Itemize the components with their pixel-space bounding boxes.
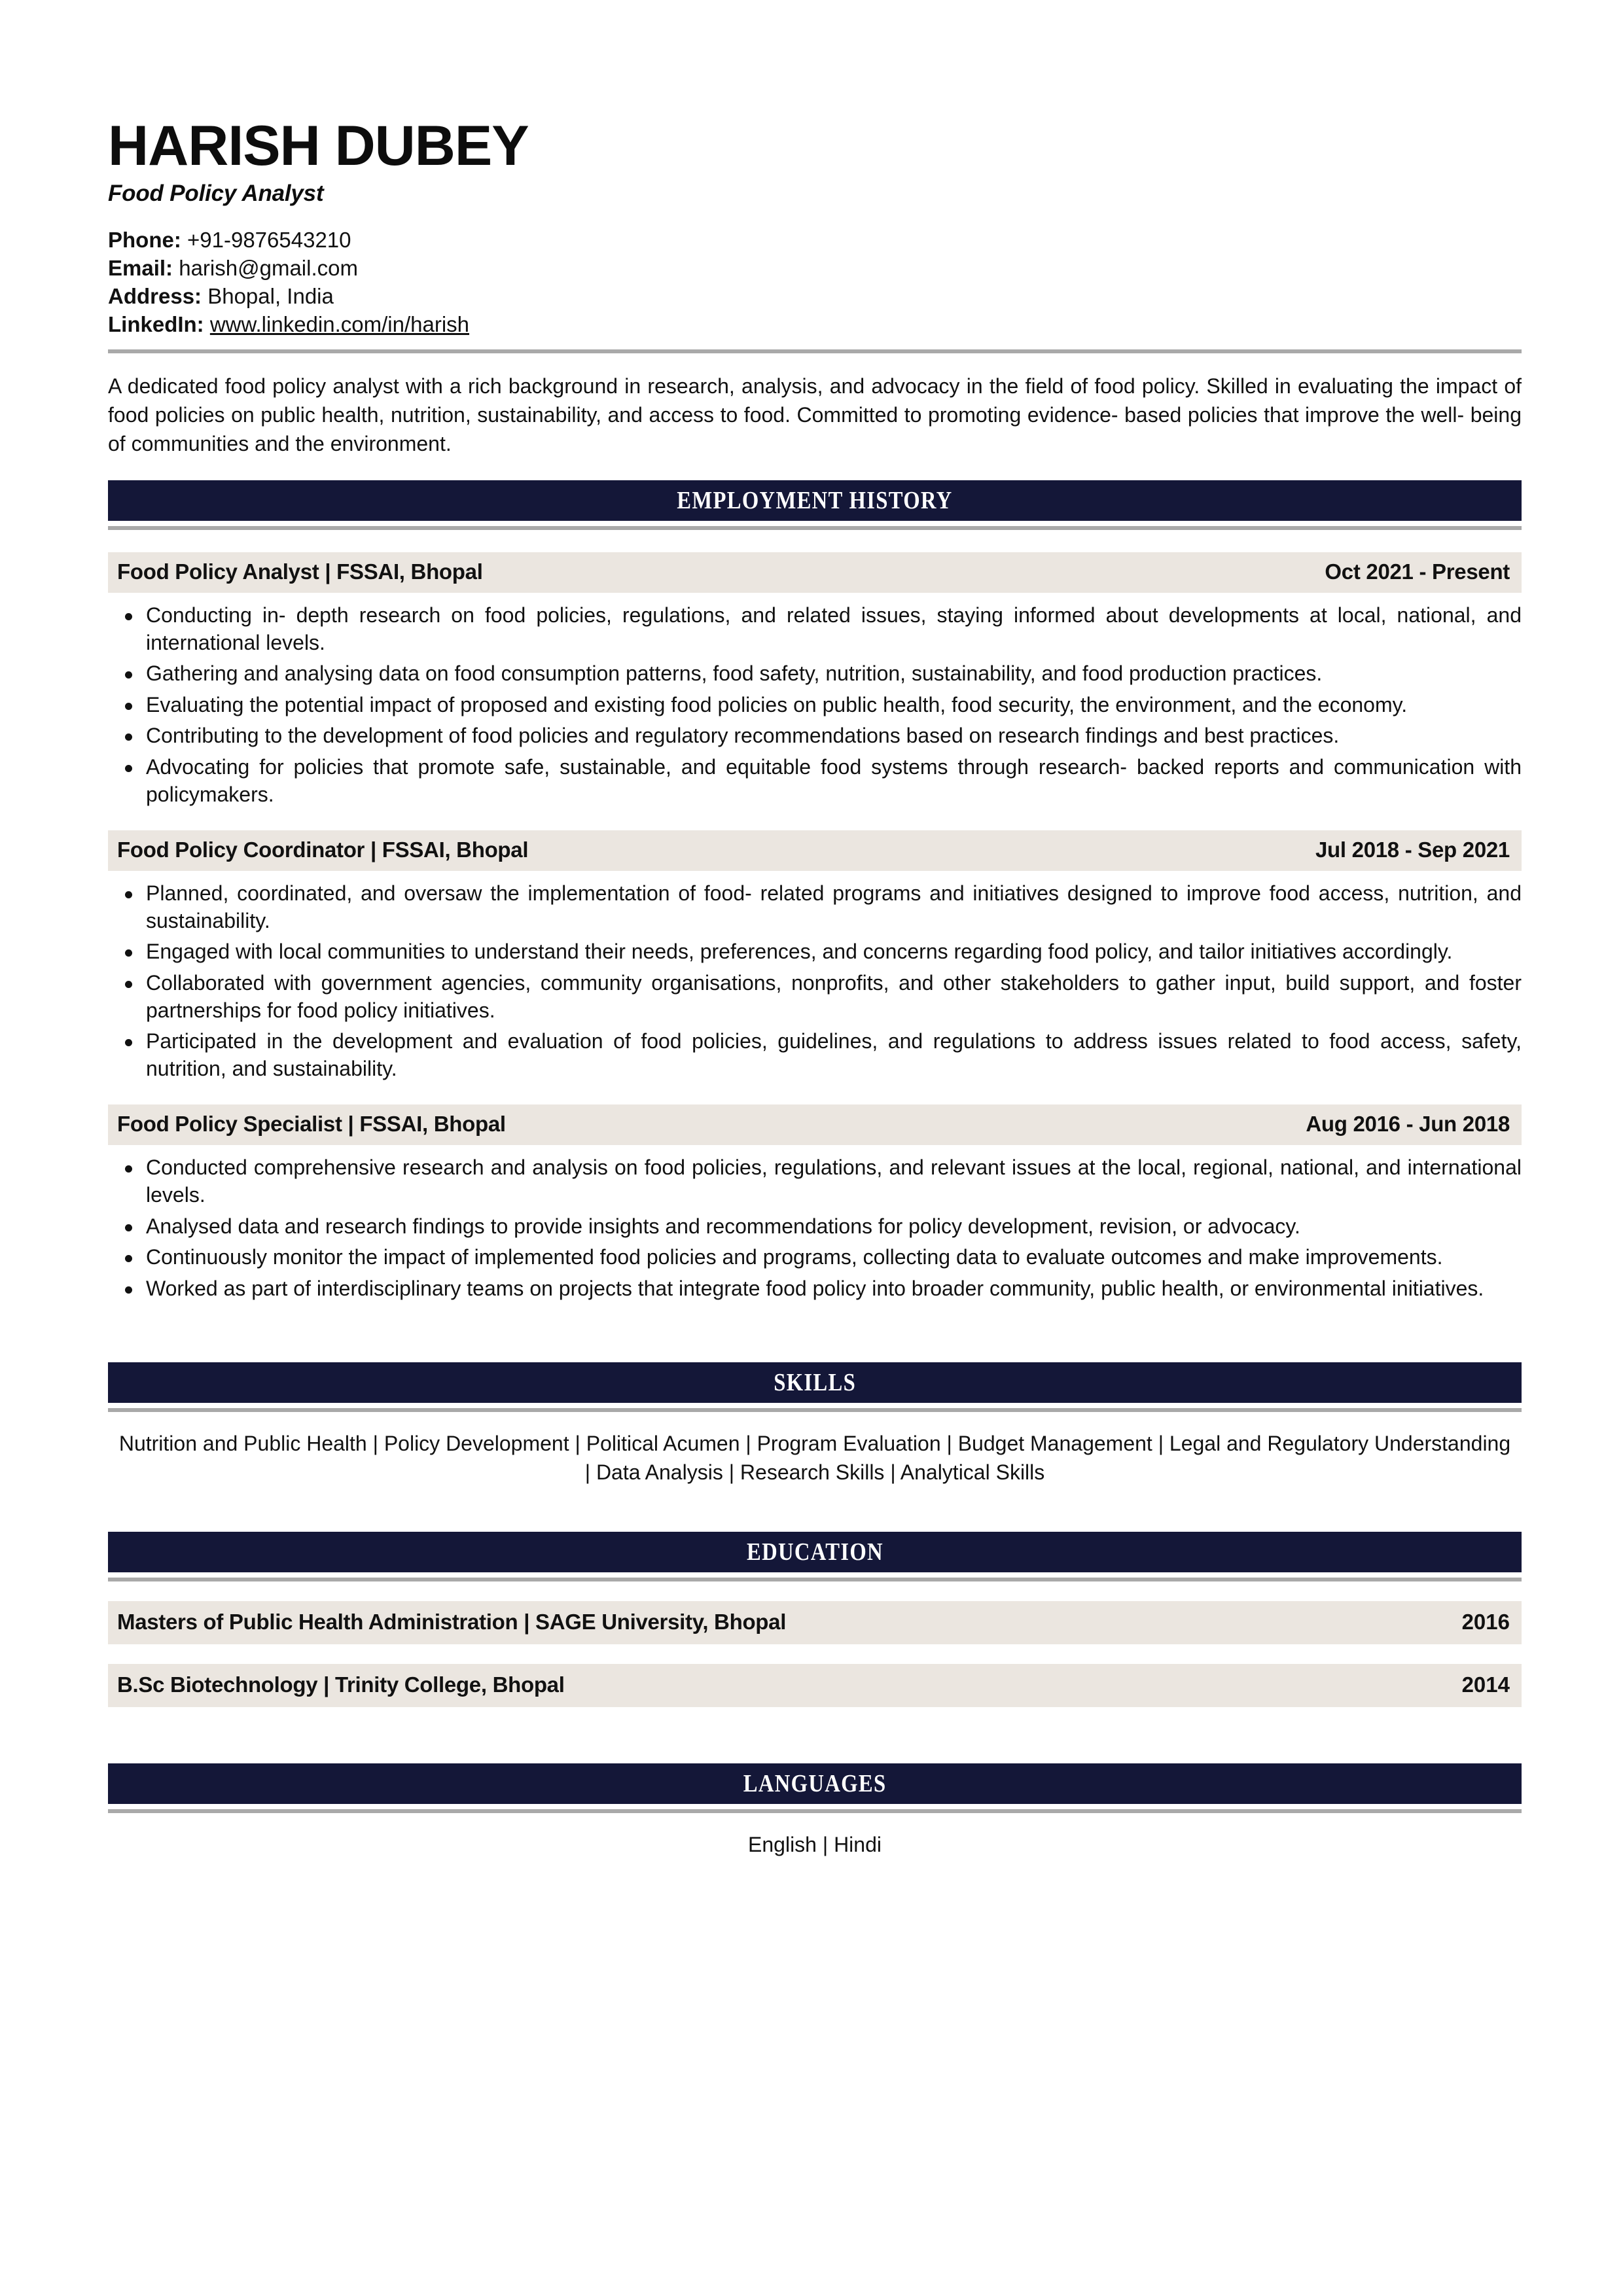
education-degree: Masters of Public Health Administration | SAGE University, Bhopal <box>117 1609 787 1634</box>
spacer <box>108 1487 1522 1510</box>
section-skills <box>108 1362 1522 1412</box>
section-banner-employment <box>108 480 1522 521</box>
spacer <box>108 1306 1522 1340</box>
section-title-employment: EMPLOYMENT HISTORY <box>677 487 953 515</box>
contact-phone <box>108 226 1522 255</box>
contact-phone-label: Phone: <box>108 228 181 252</box>
section-title-languages: LANGUAGES <box>743 1769 887 1797</box>
job-role: Food Policy Coordinator | FSSAI, Bhopal <box>117 838 529 862</box>
job-entry <box>108 1104 1522 1302</box>
education-degree: B.Sc Biotechnology | Trinity College, Bhopal <box>117 1672 565 1697</box>
contact-address <box>108 283 1522 311</box>
section-title-skills: SKILLS <box>774 1369 856 1397</box>
job-dates: Oct 2021 - Present <box>1325 559 1510 584</box>
education-row <box>108 1601 1522 1644</box>
contact-linkedin <box>108 311 1522 339</box>
job-bullet: Conducted comprehensive research and analysis on food policies, regulations, and relevant issues at the local, regional, national, and international levels. <box>108 1154 1522 1209</box>
job-bullet: Analysed data and research findings to provide insights and recommendations for policy development, revision, or advocacy. <box>108 1213 1522 1241</box>
section-underline-languages <box>108 1809 1522 1813</box>
job-bullets <box>108 880 1522 1082</box>
section-underline-employment <box>108 526 1522 530</box>
job-header <box>108 552 1522 593</box>
job-header <box>108 1104 1522 1145</box>
section-education <box>108 1532 1522 1581</box>
job-header <box>108 830 1522 871</box>
education-year: 2016 <box>1461 1609 1510 1634</box>
job-bullets <box>108 1154 1522 1302</box>
job-bullet: Contributing to the development of food policies and regulatory recommendations based on research findings and best practices. <box>108 722 1522 750</box>
job-role: Food Policy Analyst | FSSAI, Bhopal <box>117 559 483 584</box>
contact-address-label: Address: <box>108 283 202 308</box>
contact-block <box>108 226 1522 339</box>
job-bullet: Worked as part of interdisciplinary teams on projects that integrate food policy into broader community, public health, or environmental initiatives. <box>108 1275 1522 1303</box>
contact-linkedin-link[interactable]: www.linkedin.com/in/harish <box>209 311 470 336</box>
education-row <box>108 1664 1522 1707</box>
contact-email <box>108 255 1522 283</box>
section-title-education: EDUCATION <box>746 1538 883 1566</box>
header-divider <box>108 349 1522 353</box>
job-dates: Jul 2018 - Sep 2021 <box>1315 838 1510 862</box>
section-banner-languages <box>108 1763 1522 1804</box>
education-year: 2014 <box>1461 1672 1510 1697</box>
contact-email-label: Email: <box>108 255 173 280</box>
job-entry <box>108 552 1522 808</box>
job-bullet: Collaborated with government agencies, community organisations, nonprofits, and other stakeholders to gather input, build support, and foster partnerships for food policy initiatives. <box>108 970 1522 1024</box>
section-banner-education <box>108 1532 1522 1572</box>
job-bullet: Conducting in- depth research on food policies, regulations, and related issues, staying informed about developments at local, national, and international levels. <box>108 602 1522 656</box>
spacer <box>108 1707 1522 1741</box>
candidate-name: HARISH DUBEY <box>108 115 529 177</box>
languages-list: English | Hindi <box>748 1832 882 1856</box>
job-dates: Aug 2016 - Jun 2018 <box>1306 1112 1510 1137</box>
job-bullet: Gathering and analysing data on food consumption patterns, food safety, nutrition, sustainability, and food production practices. <box>108 660 1522 688</box>
job-entry <box>108 830 1522 1082</box>
professional-summary: A dedicated food policy analyst with a rich background in research, analysis, and advocacy in the field of food policy. Skilled in evaluating the impact of food policies on public health, nutrition, sustainability, and access to food. Committed to promoting evidence- based policies that improve the well- being of communities and the environment. <box>108 374 1522 455</box>
skills-list: Nutrition and Public Health | Policy Development | Political Acumen | Program Evaluation | Budget Management | Legal and Regulatory Understanding | Data Analysis | Research Skills | Analytical Skills <box>118 1432 1511 1485</box>
job-bullet: Participated in the development and evaluation of food policies, guidelines, and regulations to address issues related to food access, safety, nutrition, and sustainability. <box>108 1028 1522 1082</box>
contact-address-value: Bhopal, India <box>207 283 334 308</box>
contact-linkedin-label: LinkedIn: <box>108 311 204 336</box>
candidate-job-title: Food Policy Analyst <box>108 181 324 206</box>
job-bullet: Planned, coordinated, and oversaw the implementation of food- related programs and initiatives designed to improve food access, nutrition, and sustainability. <box>108 880 1522 934</box>
contact-phone-value: +91-9876543210 <box>187 228 351 252</box>
job-bullet: Evaluating the potential impact of proposed and existing food policies on public health, food security, the environment, and the economy. <box>108 692 1522 719</box>
section-languages <box>108 1763 1522 1813</box>
job-role: Food Policy Specialist | FSSAI, Bhopal <box>117 1112 506 1137</box>
job-bullet: Advocating for policies that promote safe, sustainable, and equitable food systems through research- backed reports and communication with policymakers. <box>108 754 1522 808</box>
job-bullets <box>108 602 1522 808</box>
section-underline-skills <box>108 1408 1522 1412</box>
job-bullet: Engaged with local communities to understand their needs, preferences, and concerns regarding food policy, and tailor initiatives accordingly. <box>108 938 1522 966</box>
section-underline-education <box>108 1578 1522 1581</box>
job-bullet: Continuously monitor the impact of implemented food policies and programs, collecting data to evaluate outcomes and make improvements. <box>108 1244 1522 1271</box>
contact-email-value: harish@gmail.com <box>179 255 358 280</box>
section-banner-skills <box>108 1362 1522 1403</box>
resume-header <box>108 115 1522 339</box>
section-employment-history <box>108 480 1522 530</box>
